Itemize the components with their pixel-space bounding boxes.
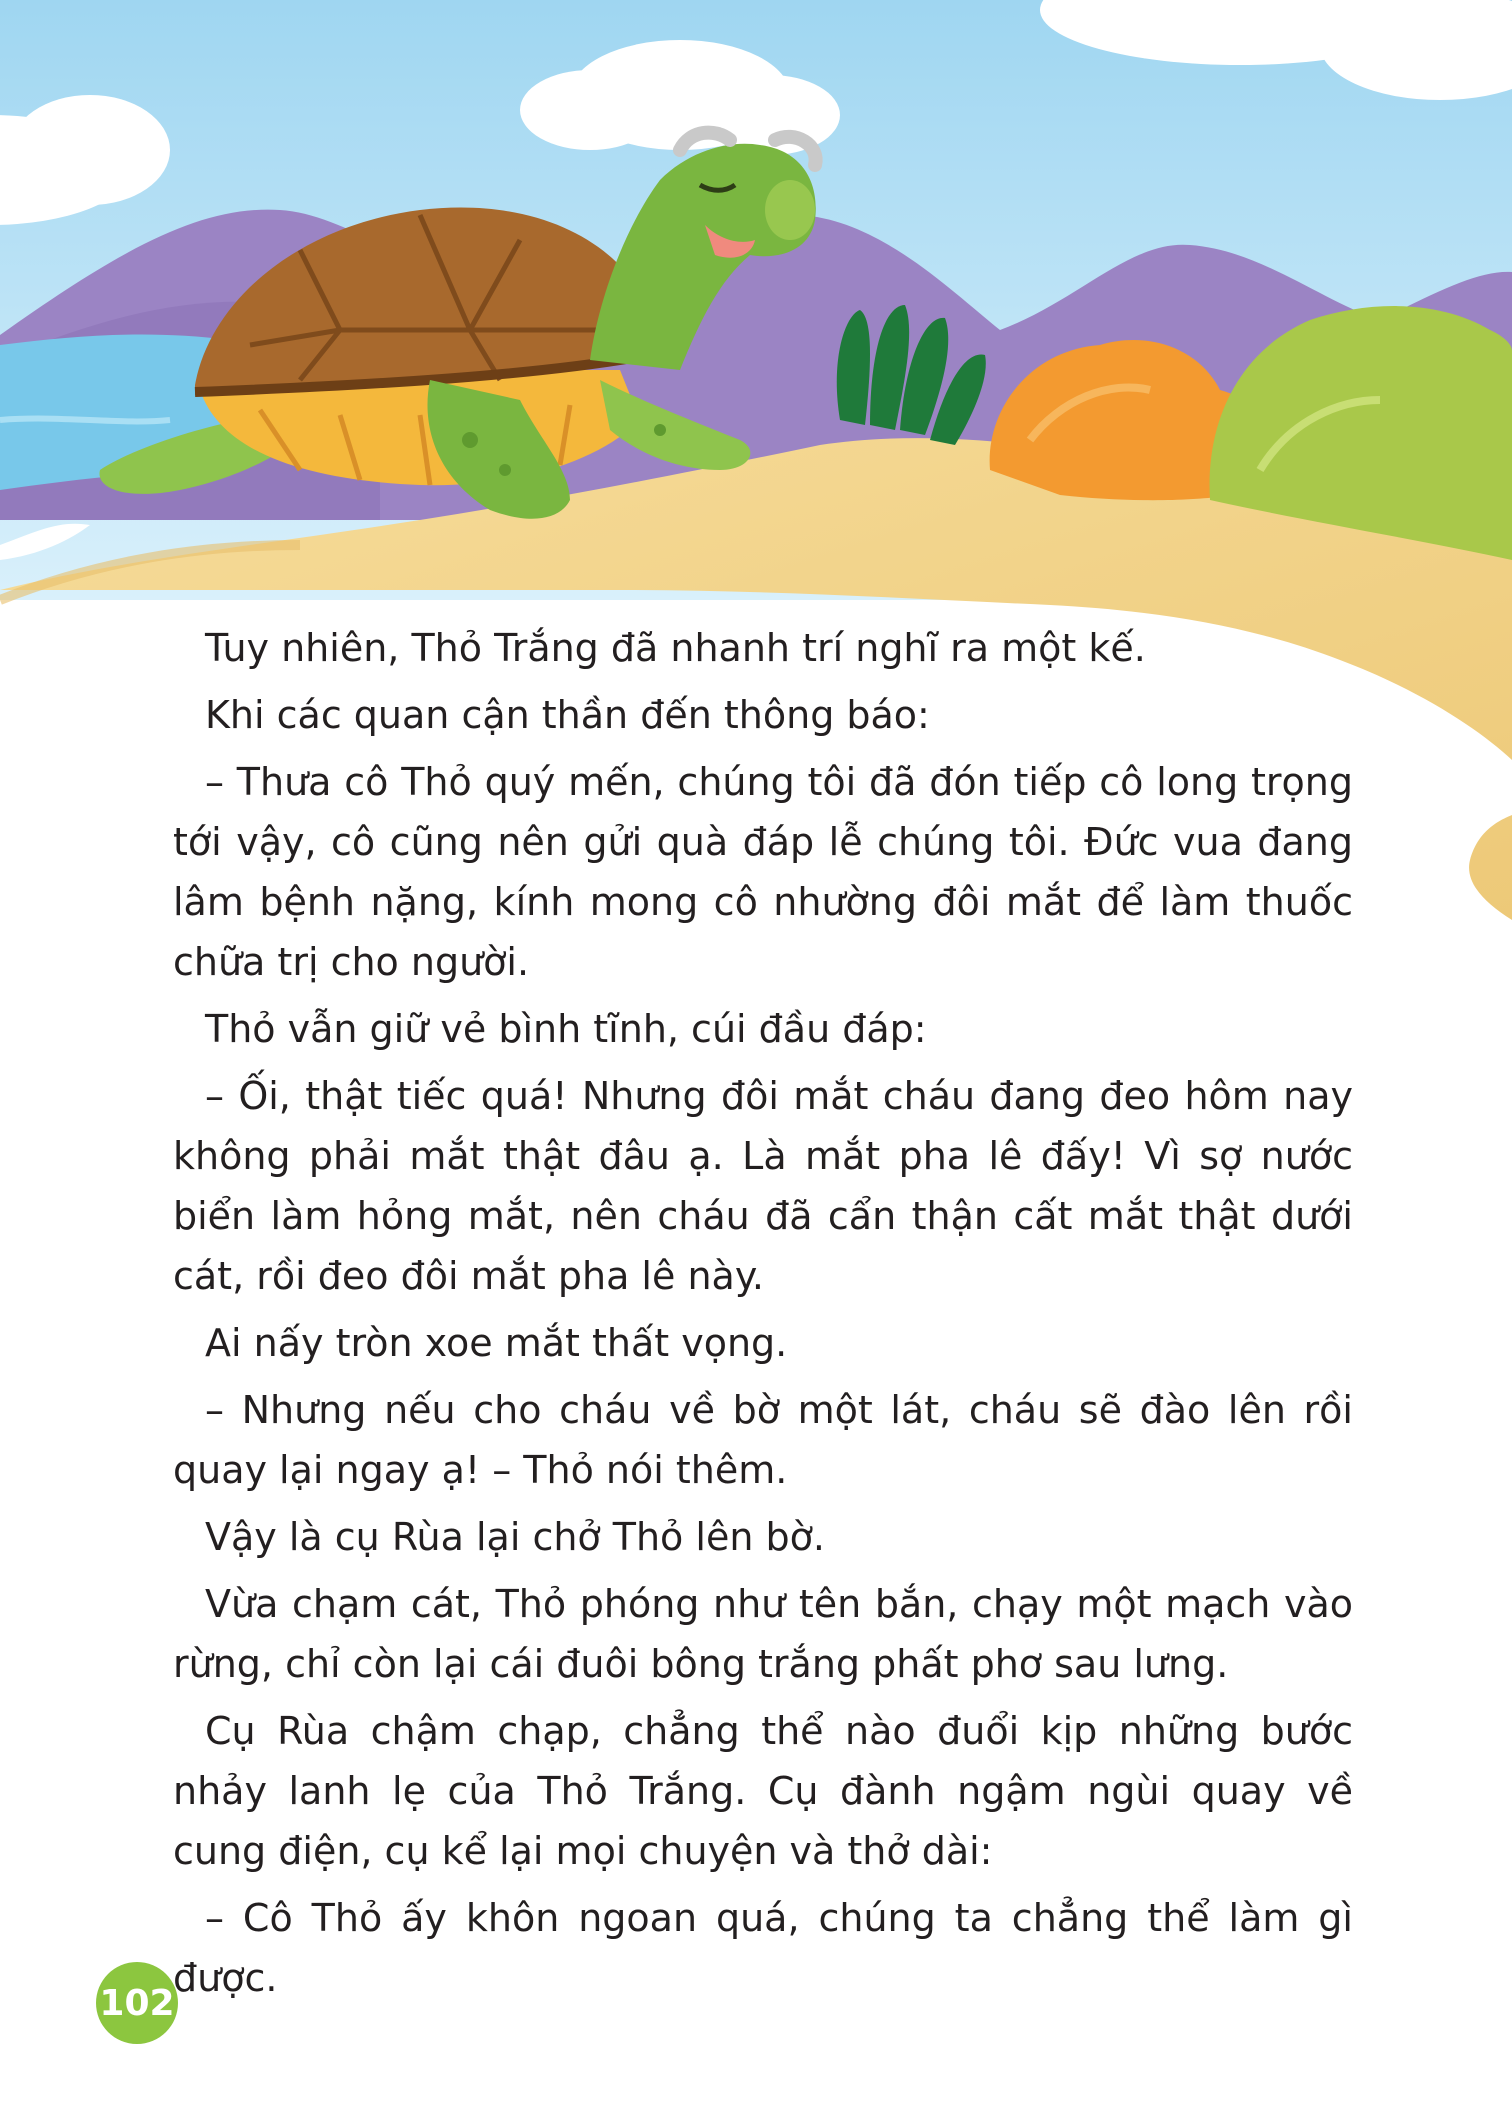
paragraph: Ai nấy tròn xoe mắt thất vọng.	[205, 1321, 788, 1365]
paragraph: Vừa chạm cát, Thỏ phóng như tên bắn, chạy một mạch vào rừng, chỉ còn lại cái đuôi bông trắng phất phơ sau lưng.	[173, 1582, 1353, 1686]
paragraph: – Cô Thỏ ấy khôn ngoan quá, chúng ta chẳng thể làm gì được.	[173, 1896, 1353, 2000]
paragraph: – Thưa cô Thỏ quý mến, chúng tôi đã đón tiếp cô long trọng tới vậy, cô cũng nên gửi quà đáp lễ chúng tôi. Đức vua đang lâm bệnh nặng, kính mong cô nhường đôi mắt để làm thuốc chữa trị cho người.	[173, 760, 1353, 984]
paragraph: Thỏ vẫn giữ vẻ bình tĩnh, cúi đầu đáp:	[205, 1007, 927, 1051]
paragraph: Tuy nhiên, Thỏ Trắng đã nhanh trí nghĩ ra một kế.	[205, 626, 1146, 670]
paragraph: – Nhưng nếu cho cháu về bờ một lát, cháu sẽ đào lên rồi quay lại ngay ạ! – Thỏ nói thêm.	[173, 1388, 1353, 1492]
paragraph: Vậy là cụ Rùa lại chở Thỏ lên bờ.	[205, 1515, 825, 1559]
story-text	[173, 618, 1353, 2015]
paragraph: Khi các quan cận thần đến thông báo:	[205, 693, 930, 737]
paragraph: Cụ Rùa chậm chạp, chẳng thể nào đuổi kịp những bước nhảy lanh lẹ của Thỏ Trắng. Cụ đành ngậm ngùi quay về cung điện, cụ kể lại mọi chuyện và thở dài:	[173, 1709, 1353, 1873]
page-number-badge: 102	[96, 1962, 178, 2044]
paragraph: – Ối, thật tiếc quá! Nhưng đôi mắt cháu đang đeo hôm nay không phải mắt thật đâu ạ. Là mắt pha lê đấy! Vì sợ nước biển làm hỏng mắt, nên cháu đã cẩn thận cất mắt thật dưới cát, rồi đeo đôi mắt pha lê này.	[173, 1074, 1353, 1298]
